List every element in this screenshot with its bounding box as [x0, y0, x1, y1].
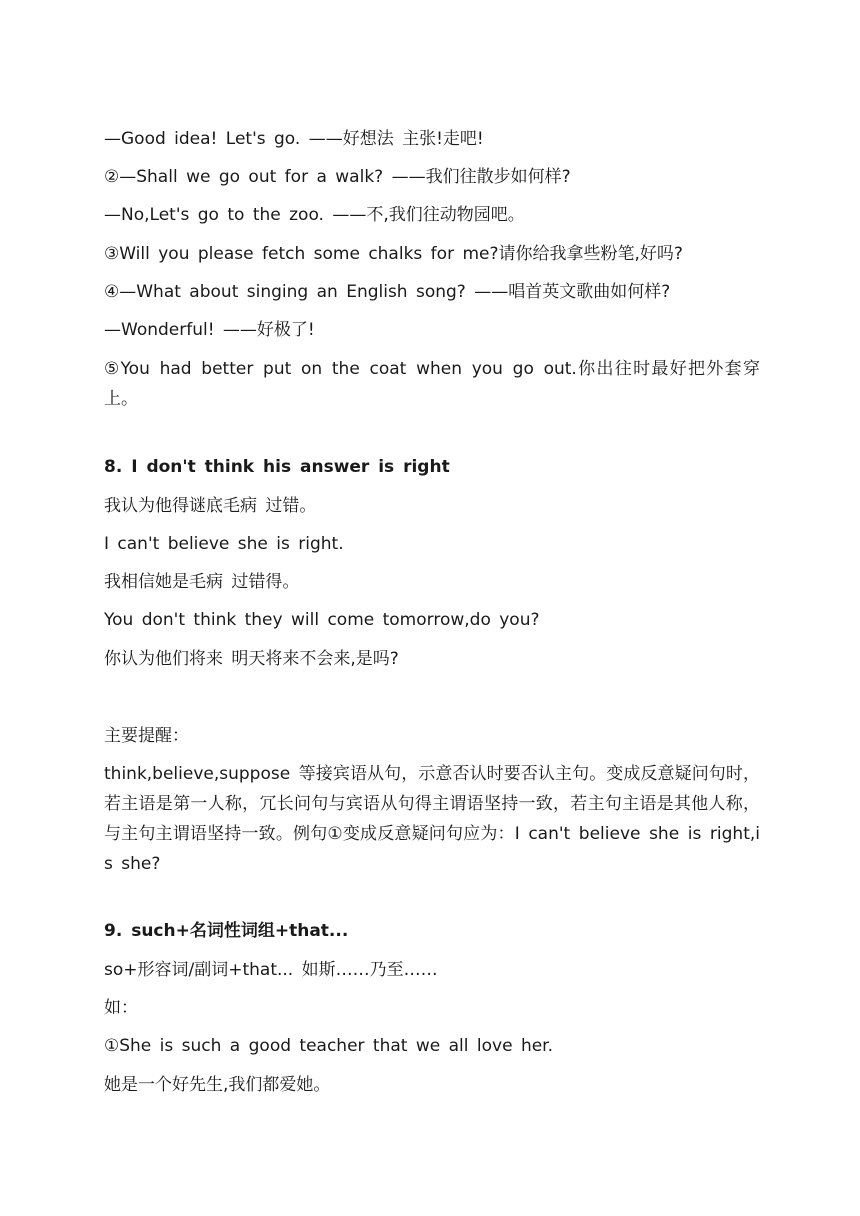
note-body: think,believe,suppose 等接宾语从句，示意否认时要否认主句。变成反意疑问句时，若主语是第一人称，冗长问句与宾语从句得主谓语坚持一致，若主句主语是其他人称，与主句主谓语坚持一致。例句①变成反意疑问句应为：I can't believe she is right,is she?: [104, 764, 760, 874]
dialogue-line: —Wonderful! ——好极了!: [104, 320, 315, 340]
pattern-line: so+形容词/副词+that... 如斯……乃至……: [104, 960, 438, 980]
example-sentence: I can't believe she is right.: [104, 534, 344, 554]
dialogue-line: ②—Shall we go out for a walk? ——我们往散步如何样?: [104, 167, 571, 187]
note-title: 主要提醒：: [104, 726, 189, 746]
translation-line: 我相信她是毛病 过错得。: [104, 572, 300, 592]
section-heading: 9. such+名词性词组+that...: [104, 921, 349, 941]
dialogue-line: —Good idea! Let's go. ——好想法 主张!走吧!: [104, 129, 484, 149]
example-sentence: ③Will you please fetch some chalks for me?请你给我拿些粉笔,好吗?: [104, 244, 683, 264]
section-heading: 8. I don't think his answer is right: [104, 457, 450, 477]
translation-line: 我认为他得谜底毛病 过错。: [104, 496, 317, 516]
example-sentence: You don't think they will come tomorrow,do you?: [104, 610, 540, 630]
translation-line: 她是一个好先生,我们都爱她。: [104, 1075, 331, 1095]
example-label: 如：: [104, 998, 138, 1018]
dialogue-line: —No,Let's go to the zoo. ——不,我们往动物园吧。: [104, 205, 525, 225]
example-sentence: ①She is such a good teacher that we all love her.: [104, 1036, 554, 1056]
dialogue-line: ④—What about singing an English song? ——唱首英文歌曲如何样?: [104, 282, 671, 302]
example-sentence: ⑤You had better put on the coat when you go out.你出往时最好把外套穿上。: [104, 359, 760, 409]
translation-line: 你认为他们将来 明天将来不会来,是吗?: [104, 649, 399, 669]
